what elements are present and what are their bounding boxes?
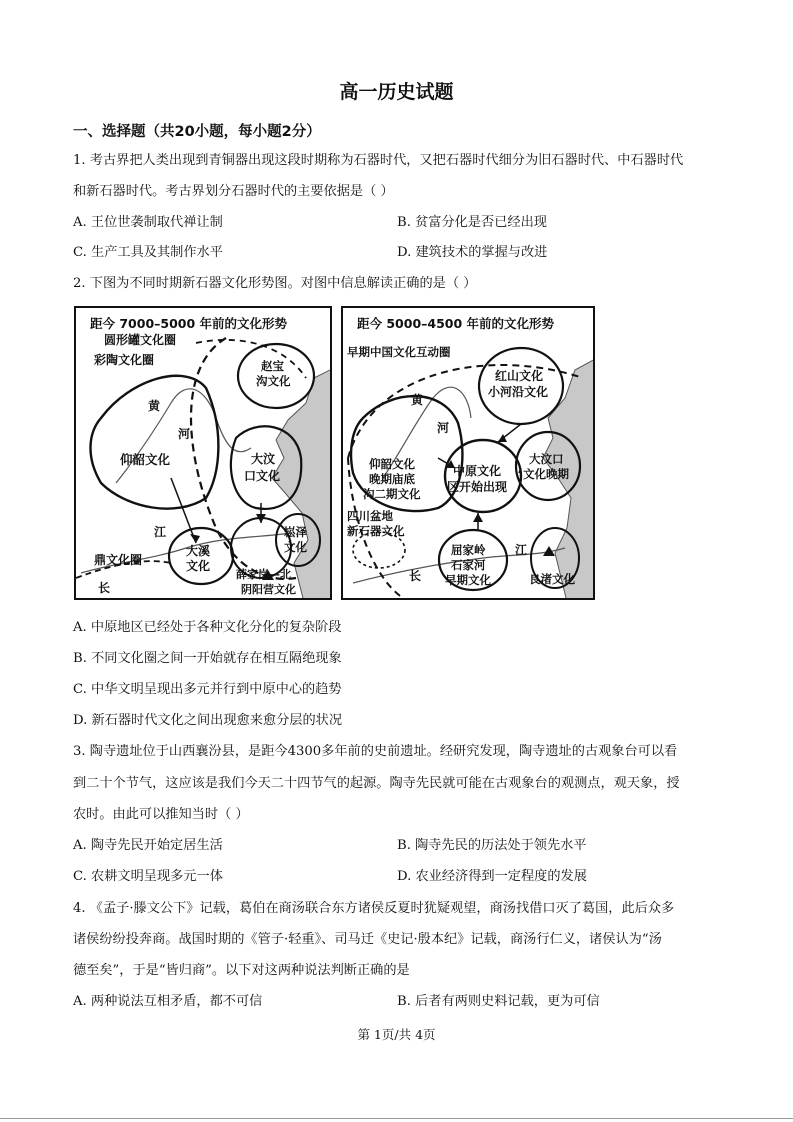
q2-option-b: B. 不同文化圈之间一开始就存在相互隔绝现象 [73, 651, 342, 666]
q1-option-a: A. 王位世袭制取代禅让制 [73, 215, 223, 230]
map2-qj-1: 屈家岭 [451, 543, 486, 557]
q1-option-b: B. 贫富分化是否已经出现 [397, 215, 547, 230]
map1-zhaobao-1: 赵宝 [261, 359, 284, 373]
map2-hongshan-2: 小河沿文化 [488, 385, 549, 399]
section-heading: 一、选择题（共20小题，每小题2分） [73, 124, 321, 140]
map2-chang: 长 [409, 569, 422, 583]
q3-stem-line1: 3. 陶寺遗址位于山西襄汾县，是距今4300多年前的史前遗址。经研究发现，陶寺遗址的古观象台可以看 [73, 744, 678, 759]
map1-songze-1: 崧泽 [284, 525, 307, 539]
map2-sphere: 早期中国文化互动圈 [347, 345, 451, 359]
q3-stem-line2: 到二十个节气，这应该是我们今天二十四节气的起源。陶寺先民就可能在古观象台的观测点，观天象，授 [73, 776, 680, 791]
q3-option-b: B. 陶寺先民的历法处于领先水平 [397, 838, 587, 853]
map1-daxi-1: 大溪 [186, 544, 211, 558]
q4-stem-line3: 德至矣”，于是“皆归商”。以下对这两种说法判断正确的是 [73, 963, 410, 978]
map2-sc-1: 四川盆地 [347, 509, 393, 523]
map2-zy-2: 区开始出现 [447, 480, 508, 494]
map2-dw-1: 大汶口 [529, 452, 564, 466]
map1-xuejia-1: 薛家岗—北 [236, 568, 291, 581]
q2-option-d: D. 新石器时代文化之间出现愈来愈分层的状况 [73, 713, 343, 728]
map1-circle-label-1: 圆形罐文化圈 [104, 333, 177, 347]
map1-jiang: 江 [154, 525, 167, 539]
page-footer: 第 1页/共 4页 [357, 1027, 436, 1042]
q3-option-c: C. 农耕文明呈现多元一体 [73, 869, 223, 884]
map-5000-4500 [341, 306, 595, 600]
q3-option-d: D. 农业经济得到一定程度的发展 [397, 869, 587, 884]
map1-daxi-2: 文化 [186, 559, 211, 573]
q4-option-a: A. 两种说法互相矛盾，都不可信 [73, 994, 263, 1009]
map2-liangzhu: 良渚文化 [529, 572, 575, 586]
map1-songze-2: 文化 [284, 540, 307, 554]
map1-zhaobao-2: 沟文化 [256, 374, 291, 388]
map-7000-5000 [74, 306, 332, 600]
q2-option-a: A. 中原地区已经处于各种文化分化的复杂阶段 [73, 620, 342, 635]
q2-stem: 2. 下图为不同时期新石器文化形势图。对图中信息解读正确的是（ ） [73, 276, 477, 291]
map1-yangshao: 仰韶文化 [120, 452, 171, 467]
q2-option-c: C. 中华文明呈现出多元并行到中原中心的趋势 [73, 682, 342, 697]
map1-dawen-2: 口文化 [244, 469, 281, 483]
q4-option-b: B. 后者有两则史料记载，更为可信 [397, 994, 600, 1009]
map2-qj-3: 早期文化 [445, 573, 491, 587]
map2-he: 河 [437, 421, 450, 435]
map1-ding: 鼎文化圈 [94, 553, 143, 567]
q1-option-d: D. 建筑技术的掌握与改进 [397, 245, 548, 260]
map2-title: 距今 5000–4500 年前的文化形势 [357, 316, 555, 331]
map2-sc-2: 新石器文化 [347, 524, 405, 538]
page-title: 高一历史试题 [339, 81, 454, 103]
q4-stem-line2: 诸侯纷纷投奔商。战国时期的《管子·轻重》、司马迁《史记·殷本纪》记载，商汤行仁义，诸侯认为“汤 [73, 932, 662, 947]
map2-ys-3: 沟二期文化 [363, 487, 421, 501]
q1-stem-line2: 和新石器时代。考古界划分石器时代的主要依据是（ ） [73, 184, 394, 199]
map2-ys-2: 晚期庙底 [369, 472, 415, 486]
map2-ys-1: 仰韶文化 [369, 457, 415, 471]
map1-dawen-1: 大汶 [251, 452, 276, 466]
map2-hongshan-1: 红山文化 [495, 369, 544, 383]
map1-title: 距今 7000–5000 年前的文化形势 [90, 316, 288, 331]
map1-huang: 黄 [148, 399, 161, 413]
map2-jiang: 江 [515, 543, 528, 557]
q4-stem-line1: 4. 《孟子·滕文公下》记载，葛伯在商汤联合东方诸侯反夏时犹疑观望，商汤找借口灭了葛国，此后众多 [73, 901, 675, 916]
map2-huang: 黄 [411, 393, 424, 407]
q3-stem-line3: 农时。由此可以推知当时（ ） [73, 807, 249, 822]
q1-stem-line1: 1. 考古界把人类出现到青铜器出现这段时期称为石器时代，又把石器时代细分为旧石器时代、中石器时代 [73, 153, 684, 168]
q1-option-c: C. 生产工具及其制作水平 [73, 245, 223, 260]
map1-he: 河 [178, 427, 191, 441]
q3-option-a: A. 陶寺先民开始定居生活 [73, 838, 223, 853]
map2-zy-1: 中原文化 [453, 464, 502, 478]
map2-dw-2: 文化晚期 [523, 467, 569, 481]
map1-xuejia-2: 阴阳营文化 [241, 583, 296, 596]
map1-circle-label-2: 彩陶文化圈 [94, 353, 155, 367]
map2-qj-2: 石家河 [451, 558, 486, 572]
bottom-divider [0, 1118, 793, 1119]
map1-chang: 长 [98, 581, 111, 595]
